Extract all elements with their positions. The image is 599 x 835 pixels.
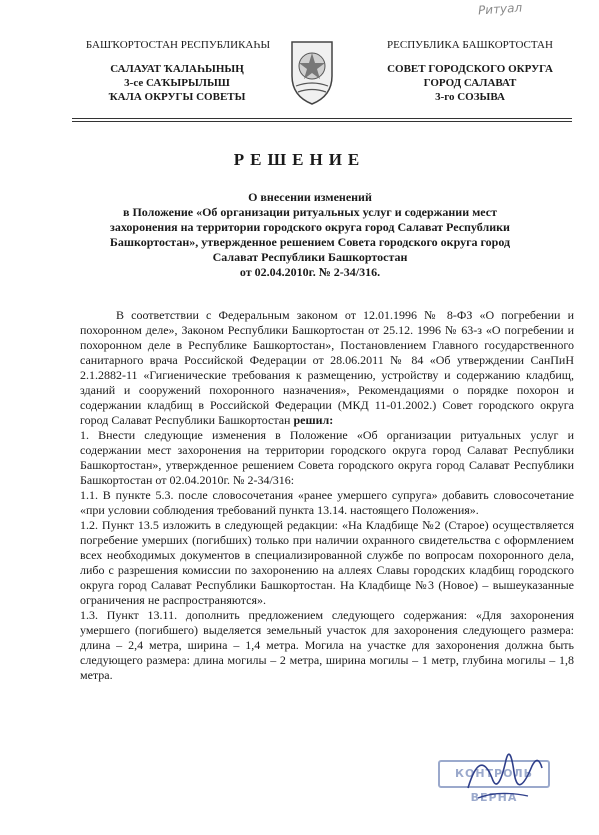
subject-line: Салават Республики Башкортостан: [212, 250, 408, 264]
handwritten-note: Ритуал: [477, 0, 523, 18]
document-body: [80, 308, 574, 683]
list-item: 1. Внести следующие изменения в Положение «Об организации ритуальных услуг и содержании мест захоронения на территории городского округа город Салават Республики Башкортостан», утвержденное решением Совета городского округа город Салават Республики Башкортостан от 02.04.2010г. № 2-34/316:: [80, 428, 574, 487]
header-council-bashkir-line: ҠАЛА ОКРУГЫ СОВЕТЫ: [108, 91, 246, 103]
header-republic-russian: РЕСПУБЛИКА БАШКОРТОСТАН: [387, 39, 553, 51]
header-council-russian-line: ГОРОД САЛАВАТ: [423, 77, 517, 89]
subject-line: О внесении изменений: [248, 190, 372, 204]
subject-line: от 02.04.2010г. № 2-34/316.: [239, 265, 381, 279]
header-republic-bashkir: БАШҠОРТОСТАН РЕСПУБЛИКАҺЫ: [85, 39, 271, 51]
document-subject: [100, 190, 520, 280]
decided-text: решил:: [293, 413, 334, 427]
subject-line: в Положение «Об организации ритуальных услуг и содержании мест: [122, 205, 497, 219]
subject-line: захоронения на территории городского округа город Салават Республики: [110, 220, 510, 234]
subject-line: Башкортостан», утвержденное решением Совета городского округа город: [109, 235, 511, 249]
list-item: 1.1. В пункте 5.3. после словосочетания «ранее умершего супруга» добавить словосочетание «при условии соблюдения требований пункта 13.14. настоящего Положения».: [80, 488, 574, 517]
header-council-bashkir-line: САЛАУАТ ҠАЛАҺЫНЫҢ: [110, 63, 244, 75]
list-item: 1.2. Пункт 13.5 изложить в следующей редакции: «На Кладбище №2 (Старое) осуществляется погребение умерших (погибших) только при наличии охранного свидетельства с оформлением всех необходимых документов в специализированной службе по вопросам похоронного дела, либо с разрешения комиссии по захоронению на аллеях Славы городских кладбищ городского округа город Салават Республики Башкортостан. На Кладбище №3 (Новое) – вышеуказанные ограничения не распространяются».: [80, 518, 574, 607]
document-title: РЕШЕНИЕ: [233, 150, 366, 169]
header-council-russian: [365, 62, 575, 104]
signature-icon: [458, 738, 548, 808]
verification-stamp: КОНТРОЛЬ ВЕРНА: [438, 760, 550, 788]
preamble-text: В соответствии с Федеральным законом от 12.01.1996 № 8-ФЗ «О погребении и похоронном деле», Законом Республики Башкортостан от 25.12. 1996 № 63-з «О погребении и похоронном деле в Республике Башкортостан», Постановлением Главного государственного санитарного врача Российской Федерации от 28.06.2011 № 84 «Об утверждении СанПиН 2.1.2882-11 «Гигиенические требования к размещению, устройству и содержанию кладбищ, зданий и сооружений похоронного назначения», Рекомендациями о порядке похорон и содержании кладбищ в Российской Федерации (МКД 11-01.2002.) Совет городского округа город Салават Республики Башкортостан: [80, 308, 574, 427]
header-council-russian-line: 3-го СОЗЫВА: [435, 91, 505, 103]
list-item: 1.3. Пункт 13.11. дополнить предложением следующего содержания: «Для захоронения умершего (погибшего) выделяется земельный участок для захоронения следующего размера: длина – 2,4 метра, ширина – 1,4 метра. Могила на участке для захоронения должна быть следующего размера: длина могилы – 2 метра, ширина могилы – 1 метр, глубина могилы – 1,8 метра.: [80, 608, 574, 682]
preamble-paragraph: [80, 308, 574, 428]
header-council-russian-line: СОВЕТ ГОРОДСКОГО ОКРУГА: [387, 63, 553, 75]
header-divider: [72, 121, 572, 122]
header-divider: [72, 118, 572, 119]
header-council-bashkir-line: 3-се САҠЫРЫЛЫШ: [124, 77, 230, 89]
header-council-bashkir: [82, 62, 272, 104]
emblem-icon: [282, 36, 342, 108]
